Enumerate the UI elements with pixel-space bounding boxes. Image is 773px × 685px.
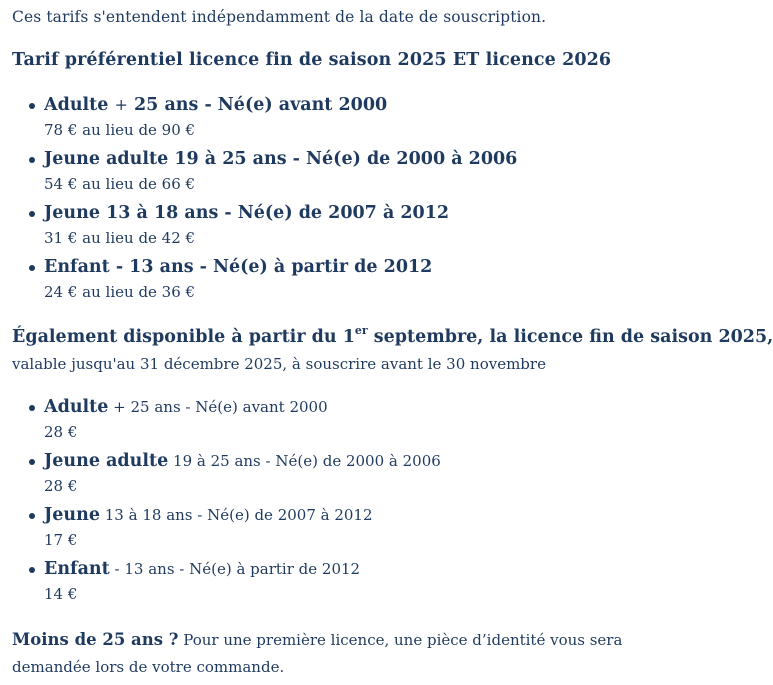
item-price: 28 € [44, 477, 78, 495]
section1-list [12, 91, 652, 307]
item-label: Jeune 13 à 18 ans - Né(e) de 2007 à 2012 [44, 203, 450, 223]
item-label-strong: Adulte [44, 397, 109, 417]
item-label-detail: - 13 ans - Né(e) à partir de 2012 [109, 560, 361, 578]
item-label [44, 447, 652, 475]
list-item [12, 199, 652, 253]
item-label [44, 393, 652, 421]
footer-note [12, 626, 657, 681]
section2-title-part: Également disponible à partir du 1 [12, 327, 355, 347]
section2-title [12, 322, 773, 352]
item-price: 54 € au lieu de 66 € [44, 175, 196, 193]
item-label-strong: Jeune adulte [44, 451, 169, 471]
section2-list [12, 393, 652, 609]
item-price: 14 € [44, 585, 78, 603]
list-item [12, 91, 652, 145]
item-label-rest: 25 ans - Né(e) avant 2000 [127, 95, 388, 115]
section2-header [12, 322, 773, 376]
list-item [12, 447, 652, 501]
item-price: 24 € au lieu de 36 € [44, 283, 196, 301]
list-item [12, 393, 652, 447]
section2-title-sup: er [354, 324, 368, 337]
item-label [44, 555, 652, 583]
item-price: 17 € [44, 531, 78, 549]
item-label-strong: Enfant [44, 559, 110, 579]
item-label-strong: Jeune [44, 505, 100, 525]
item-price: 78 € au lieu de 90 € [44, 121, 196, 139]
intro-text: Ces tarifs s'entendent indépendamment de la date de souscription. [12, 8, 547, 26]
footer-text: Pour une première licence, une pièce d’identité vous sera demandée lors de votre commande. [12, 631, 623, 676]
list-item [12, 145, 652, 199]
item-label: Enfant - 13 ans - Né(e) à partir de 2012 [44, 257, 433, 277]
list-item [12, 501, 652, 555]
list-item [12, 253, 652, 307]
item-label-plus: + [114, 95, 128, 114]
item-label [44, 91, 652, 119]
section2-subtitle: valable jusqu'au 31 décembre 2025, à souscrire avant le 30 novembre [12, 355, 546, 373]
item-price: 31 € au lieu de 42 € [44, 229, 196, 247]
list-item [12, 555, 652, 609]
item-label-strong: Adulte [44, 95, 109, 115]
section2-title-part: septembre, la licence fin de saison 2025, [367, 327, 773, 347]
item-label: Jeune adulte 19 à 25 ans - Né(e) de 2000 à 2006 [44, 149, 518, 169]
item-label-detail: + 25 ans - Né(e) avant 2000 [108, 398, 328, 416]
item-price: 28 € [44, 423, 78, 441]
item-label-detail: 13 à 18 ans - Né(e) de 2007 à 2012 [100, 506, 373, 524]
item-label [44, 501, 652, 529]
footer-lead: Moins de 25 ans ? [12, 630, 179, 649]
section1-title: Tarif préférentiel licence fin de saison 2025 ET licence 2026 [12, 50, 612, 70]
item-label-detail: 19 à 25 ans - Né(e) de 2000 à 2006 [168, 452, 441, 470]
